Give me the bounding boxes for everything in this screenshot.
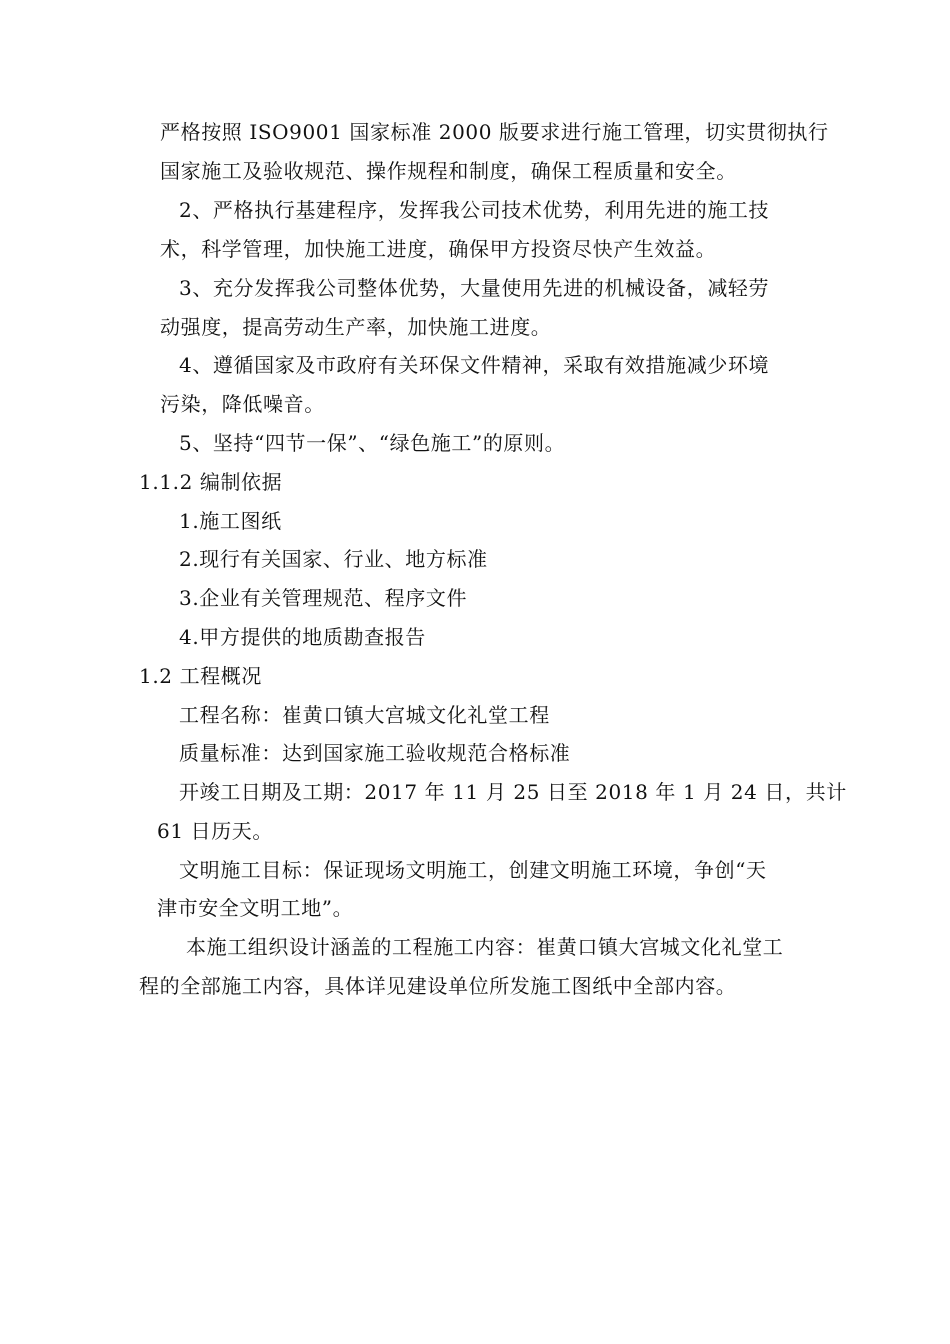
- basis-item-3: 3.企业有关管理规范、程序文件: [179, 586, 468, 610]
- item-2-line-2: 术，科学管理，加快施工进度，确保甲方投资尽快产生效益。: [160, 237, 717, 261]
- section-1-2-heading: 1.2 工程概况: [139, 664, 262, 688]
- item-2-line-1: 2、严格执行基建程序，发挥我公司技术优势，利用先进的施工技: [179, 198, 770, 222]
- section-1-1-2-heading: 1.1.2 编制依据: [139, 470, 283, 494]
- basis-item-2: 2.现行有关国家、行业、地方标准: [179, 547, 488, 571]
- item-4-line-1: 4、遵循国家及市政府有关环保文件精神，采取有效措施减少环境: [179, 353, 770, 377]
- principles-line-1: 严格按照 ISO9001 国家标准 2000 版要求进行施工管理，切实贯彻执行: [160, 120, 829, 144]
- item-3-line-1: 3、充分发挥我公司整体优势，大量使用先进的机械设备，减轻劳: [179, 276, 770, 300]
- item-4-line-2: 污染，降低噪音。: [160, 392, 325, 416]
- project-name: 工程名称：崔黄口镇大宫城文化礼堂工程: [179, 703, 550, 727]
- principles-line-2: 国家施工及验收规范、操作规程和制度，确保工程质量和安全。: [160, 159, 737, 183]
- item-3-line-2: 动强度，提高劳动生产率，加快施工进度。: [160, 315, 552, 339]
- basis-item-4: 4.甲方提供的地质勘查报告: [179, 625, 426, 649]
- civilized-goal-line-2: 津市安全文明工地”。: [157, 896, 354, 920]
- scope-line-1: 本施工组织设计涵盖的工程施工内容：崔黄口镇大宫城文化礼堂工: [186, 935, 784, 959]
- scope-line-2: 程的全部施工内容，具体详见建设单位所发施工图纸中全部内容。: [139, 974, 737, 998]
- civilized-goal-line-1: 文明施工目标：保证现场文明施工，创建文明施工环境，争创“天: [179, 858, 767, 882]
- quality-standard: 质量标准：达到国家施工验收规范合格标准: [179, 741, 571, 765]
- basis-item-1: 1.施工图纸: [179, 509, 282, 533]
- item-5-line: 5、坚持“四节一保”、“绿色施工”的原则。: [179, 431, 566, 455]
- schedule-line-1: 开竣工日期及工期：2017 年 11 月 25 日至 2018 年 1 月 24 日，共计: [179, 780, 847, 804]
- schedule-line-2: 61 日历天。: [157, 819, 274, 843]
